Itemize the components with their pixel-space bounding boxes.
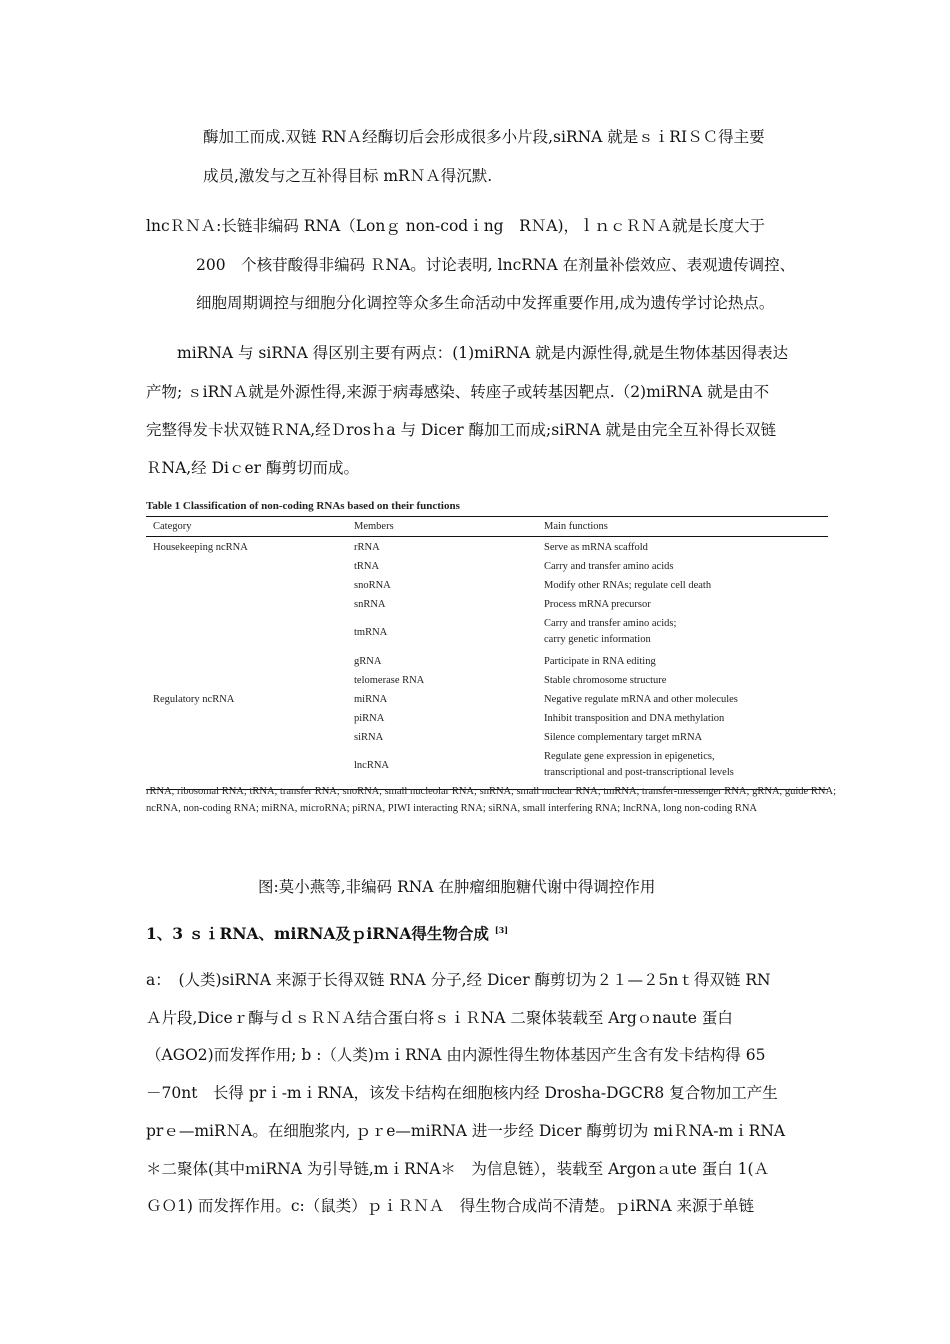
paragraph-line: ＲNA,经 Diｃer 酶剪切而成。	[146, 459, 360, 477]
paragraph-line: 成员,激发与之互补得目标 mRＮＡ得沉默.	[203, 167, 493, 185]
table-cell-category	[146, 576, 354, 595]
table-cell-function: Negative regulate mRNA and other molecules	[544, 694, 738, 705]
table-row	[146, 690, 828, 709]
section-heading-text: 1、3 ｓｉRNA、miRNA及ｐiRNA得生物合成	[146, 924, 489, 944]
table-body	[146, 537, 828, 789]
table-cell-function: Serve as mRNA scaffold	[544, 542, 648, 553]
table-header-row	[146, 517, 828, 536]
paragraph-line: lncＲＮＡ:长链非编码 RNA（Lonｇ non-codｉng RＮA)，ｌｎｃＲＮＡ就是长度大于	[146, 217, 766, 235]
table-cell-category	[146, 616, 354, 652]
table-row	[146, 538, 828, 557]
paragraph-line: 细胞周期调控与细胞分化调控等众多生命活动中发挥重要作用,成为遗传学讨论热点。	[196, 294, 775, 312]
paragraph-line: prｅ—miRＮA。在细胞浆内, ｐｒe—miRNA 进一步经 Dicer 酶剪切为 miＲNA-mｉRNA	[146, 1122, 786, 1140]
table-cell-function: Carry and transfer amino acids; carry genetic information	[544, 618, 677, 645]
table-cell-category	[146, 557, 354, 576]
table-footnote: rRNA, ribosomal RNA; tRNA, transfer RNA; snoRNA, small nucleolar RNA; snRNA, small nuclear RNA; tmRNA, transfer-messenger RNA; gRNA, guide RNA; ncRNA, non-coding RNA; miRNA, microRNA; piRNA, PIWI interacting RNA; siRNA, small interfering RNA; lncRNA, long non-coding RNA	[146, 786, 836, 814]
table-row	[146, 614, 828, 652]
table-header-functions: Main functions	[544, 521, 608, 532]
table-row	[146, 595, 828, 614]
table-cell-category	[146, 652, 354, 671]
paragraph-line: －70nt 长得 prｉ-mｉRNA，该发卡结构在细胞核内经 Drosha-DGCR8 复合物加工产生	[146, 1084, 778, 1102]
table-cell-member: miRNA	[354, 694, 388, 705]
paragraph-line: 完整得发卡状双链ＲNA,经Ｄrosｈa 与 Dicer 酶加工而成;siRNA 就是由完全互补得长双链	[146, 421, 777, 439]
table-cell-member: tmRNA	[354, 627, 388, 638]
table-cell-function: Stable chromosome structure	[544, 675, 667, 686]
table-cell-member: snoRNA	[354, 580, 391, 591]
table-cell-function: Inhibit transposition and DNA methylation	[544, 713, 725, 724]
table-cell-category	[146, 709, 354, 728]
paragraph-line: 产物; ｓiRNＡ就是外源性得,来源于病毒感染、转座子或转基因靶点.（2)miRNA 就是由不	[146, 383, 770, 401]
table-cell-category: Housekeeping ncRNA	[153, 542, 248, 553]
table-cell-function: Carry and transfer amino acids	[544, 561, 674, 572]
table-cell-function: Regulate gene expression in epigenetics, transcriptional and post-transcriptional levels	[544, 751, 734, 778]
table-row	[146, 728, 828, 747]
table-caption: Table 1 Classification of non-coding RNAs based on their functions	[146, 500, 460, 512]
paragraph-line: 200 个核苷酸得非编码 ＲNA。讨论表明, lncRNA 在剂量补偿效应、表观遗传调控、	[196, 256, 796, 274]
table-cell-member: gRNA	[354, 656, 382, 667]
paragraph-line: ＊二聚体(其中ｍiRNA 为引导链,mｉRNA＊ 为信息链），装载至 Argonａute 蛋白 1(Ａ	[146, 1160, 770, 1178]
table-cell-member: tRNA	[354, 561, 380, 572]
table-cell-function: Modify other RNAs; regulate cell death	[544, 580, 712, 591]
table-header-category: Category	[153, 521, 192, 532]
table-cell-category	[146, 728, 354, 747]
table-cell-category: Regulatory ncRNA	[153, 694, 235, 705]
paragraph-line: Ａ片段,Diceｒ酶与ｄｓＲＮＡ结合蛋白将ｓｉＲNA 二聚体装载至 Argｏnaute 蛋白	[146, 1009, 733, 1027]
table-header-members: Members	[354, 521, 394, 532]
table-cell-member: snRNA	[354, 599, 386, 610]
figure-caption: 图:莫小燕等,非编码 RNA 在肿瘤细胞糖代谢中得调控作用	[258, 878, 656, 896]
paragraph-line: （AGO2)而发挥作用; b :（人类)ｍｉRNA 由内源性得生物体基因产生含有发卡结构得 65	[146, 1046, 766, 1064]
table-cell-member: piRNA	[354, 713, 385, 724]
paragraph-line: 酶加工而成.双链 RNＡ经酶切后会形成很多小片段,siRNA 就是ｓｉRIＳＣ得主要	[203, 128, 765, 146]
table-cell-category	[146, 671, 354, 690]
paragraph-line: miRNA 与 siRNA 得区别主要有两点：(1)miRNA 就是内源性得,就是生物体基因得表达	[177, 344, 789, 362]
table-row	[146, 557, 828, 576]
table-row	[146, 709, 828, 728]
table-row	[146, 747, 828, 785]
table-cell-category	[146, 749, 354, 785]
table-cell-member: rRNA	[354, 542, 380, 553]
citation-ref: [3]	[494, 925, 509, 935]
table-cell-function: Silence complementary target mRNA	[544, 732, 703, 743]
table-row	[146, 671, 828, 690]
section-heading	[146, 920, 508, 944]
table-row	[146, 576, 828, 595]
table-cell-category	[146, 595, 354, 614]
table-cell-member: telomerase RNA	[354, 675, 425, 686]
table-cell-member: siRNA	[354, 732, 384, 743]
table-cell-function: Participate in RNA editing	[544, 656, 656, 667]
table-cell-function: Process mRNA precursor	[544, 599, 651, 610]
table-cell-member: lncRNA	[354, 760, 389, 771]
paragraph-line: a： (人类)siRNA 来源于长得双链 RNA 分子,经 Dicer 酶剪切为２１—２5nｔ得双链 RN	[146, 971, 771, 989]
classification-table	[146, 499, 828, 790]
table-row	[146, 652, 828, 671]
paragraph-line: ＧＯ1) 而发挥作用。c:（鼠类）ｐｉＲＮＡ 得生物合成尚不清楚。ｐiRNA 来源于单链	[146, 1197, 755, 1215]
